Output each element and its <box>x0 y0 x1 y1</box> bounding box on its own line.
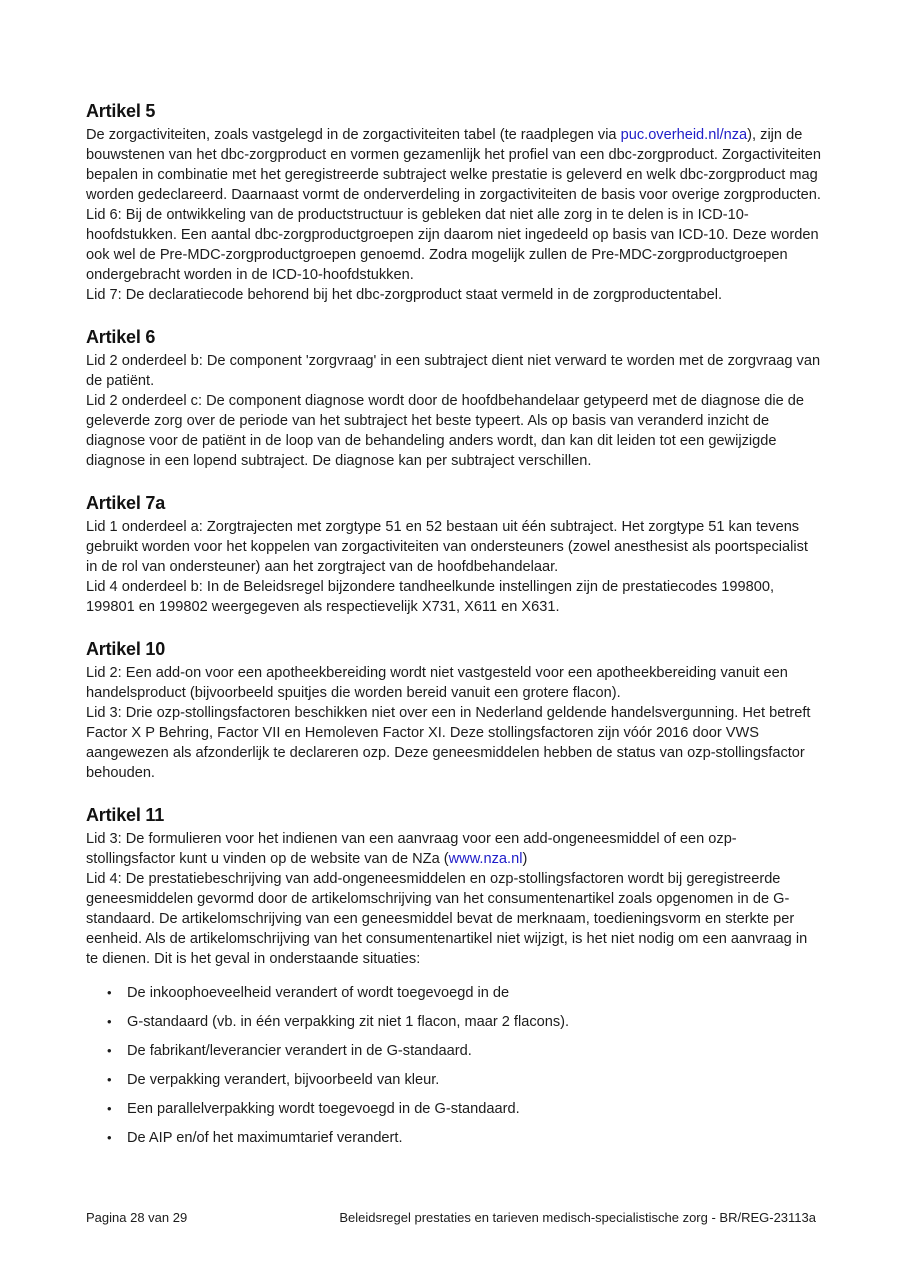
bullet-item: • Een parallelverpakking wordt toegevoegd in de G-standaard. <box>86 1099 822 1119</box>
paragraph <box>86 285 822 305</box>
text-segment: Lid 4 onderdeel b: In de Beleidsregel bijzondere tandheelkunde instellingen zijn de prestatiecodes 199800, 199801 en 199802 weergegeven als respectievelijk X731, X611 en X631. <box>86 579 775 615</box>
text-segment: De zorgactiviteiten, zoals vastgelegd in de zorgactiviteiten tabel (te raadplegen via <box>86 127 621 143</box>
page-footer <box>86 1210 816 1226</box>
article-section <box>86 638 822 783</box>
paragraph <box>86 391 822 471</box>
paragraph <box>86 829 822 869</box>
article-heading: Artikel 5 <box>86 101 156 121</box>
nza-link[interactable]: www.nza.nl <box>448 851 523 867</box>
footer-document-title: Beleidsregel prestaties en tarieven medisch-specialistische zorg - BR/REG-23113a <box>339 1210 816 1225</box>
article-section <box>86 326 822 471</box>
article-heading: Artikel 11 <box>86 805 165 825</box>
paragraph <box>86 703 822 783</box>
paragraph <box>86 517 822 577</box>
document-body <box>86 100 822 1169</box>
bullet-item: • De verpakking verandert, bijvoorbeeld van kleur. <box>86 1070 822 1090</box>
article-section <box>86 492 822 617</box>
puc-overheid-link[interactable]: puc.overheid.nl/nza <box>620 127 748 143</box>
paragraph <box>86 663 822 703</box>
article-heading: Artikel 7a <box>86 493 166 513</box>
bullet-list <box>86 983 822 1148</box>
paragraph <box>86 869 822 969</box>
bullet-item: • De fabrikant/leverancier verandert in de G-standaard. <box>86 1041 822 1061</box>
text-segment: Lid 2 onderdeel b: De component 'zorgvraag' in een subtraject dient niet verward te worden met de zorgvraag van de patiënt. <box>86 353 821 389</box>
text-segment: Lid 3: De formulieren voor het indienen van een aanvraag voor een add-ongeneesmiddel of een ozp-stollingsfactor kunt u vinden op de website van de NZa ( <box>86 831 737 867</box>
paragraph <box>86 125 822 205</box>
bullet-item: • De inkoophoeveelheid verandert of wordt toegevoegd in de <box>86 983 822 1003</box>
text-segment: ), zijn de bouwstenen van het dbc-zorgproduct en vormen gezamenlijk het profiel van een dbc-zorgproduct. Zorgactiviteiten bepalen in combinatie met het geregistreerde subtraject welke prestatie is geleverd en welk dbc-zorgproduct mag worden gedeclareerd. Daarnaast vormt de onderverdeling in zorgactiviteiten de basis voor overige zorgproducten. <box>86 127 821 203</box>
text-segment: Lid 3: Drie ozp-stollingsfactoren beschikken niet over een in Nederland geldende handelsvergunning. Het betreft Factor X P Behring, Factor VII en Hemoleven Factor XI. Deze stollingsfactoren zijn vóór 2016 door VWS aangewezen als afzonderlijk te declareren ozp. Deze geneesmiddelen hebben de status van ozp-stollingsfactor behouden. <box>86 705 811 781</box>
text-segment: Lid 4: De prestatiebeschrijving van add-ongeneesmiddelen en ozp-stollingsfactoren wordt bij geregistreerde geneesmiddelen gevormd door de artikelomschrijving van het consumentenartikel zoals opgenomen in de G-standaard. De artikelomschrijving van een geneesmiddel bevat de merknaam, toedieningsvorm en sterkte per eenheid. Als de artikelomschrijving van het consumentenartikel niet wijzigt, is het niet nodig om een aanvraag in te dienen. Dit is het geval in onderstaande situaties: <box>86 871 808 967</box>
bullet-item: • De AIP en/of het maximumtarief verandert. <box>86 1128 822 1148</box>
paragraph <box>86 205 822 285</box>
paragraph <box>86 577 822 617</box>
text-segment: Lid 1 onderdeel a: Zorgtrajecten met zorgtype 51 en 52 bestaan uit één subtraject. Het zorgtype 51 kan tevens gebruikt worden voor het koppelen van zorgactiviteiten van ondersteuners (zowel anesthesist als poortspecialist in de rol van ondersteuner) aan het zorgtraject van de hoofdbehandelaar. <box>86 519 808 575</box>
text-segment: Lid 7: De declaratiecode behorend bij het dbc-zorgproduct staat vermeld in de zorgproductentabel. <box>86 287 723 303</box>
text-segment: Lid 2 onderdeel c: De component diagnose wordt door de hoofdbehandelaar getypeerd met de diagnose die de geleverde zorg over de periode van het subtraject het beste typeert. Als op basis van veranderd inzicht de diagnose voor de patiënt in de loop van de behandeling anders wordt, dan kan dit leiden tot een gewijzigde diagnose in een lopend subtraject. De diagnose kan per subtraject verschillen. <box>86 393 805 469</box>
text-segment: ) <box>522 851 528 867</box>
text-segment: Lid 6: Bij de ontwikkeling van de productstructuur is gebleken dat niet alle zorg in te delen is in ICD-10-hoofdstukken. Een aantal dbc-zorgproductgroepen zijn daarom niet ingedeeld op basis van ICD-10. Deze worden ook wel de Pre-MDC-zorgproductgroepen genoemd. Zodra mogelijk zullen de Pre-MDC-zorgproductgroepen ondergebracht worden in de ICD-10-hoofdstukken. <box>86 207 819 283</box>
article-heading: Artikel 10 <box>86 639 166 659</box>
paragraph <box>86 351 822 391</box>
article-section <box>86 100 822 305</box>
bullet-item: • G-standaard (vb. in één verpakking zit niet 1 flacon, maar 2 flacons). <box>86 1012 822 1032</box>
text-segment: Lid 2: Een add-on voor een apotheekbereiding wordt niet vastgesteld voor een apotheekbereiding vanuit een handelsproduct (bijvoorbeeld spuitjes die worden bereid vanuit een grotere flacon). <box>86 665 788 701</box>
footer-page-number: Pagina 28 van 29 <box>86 1210 188 1225</box>
article-heading: Artikel 6 <box>86 327 156 347</box>
article-section <box>86 804 822 1148</box>
